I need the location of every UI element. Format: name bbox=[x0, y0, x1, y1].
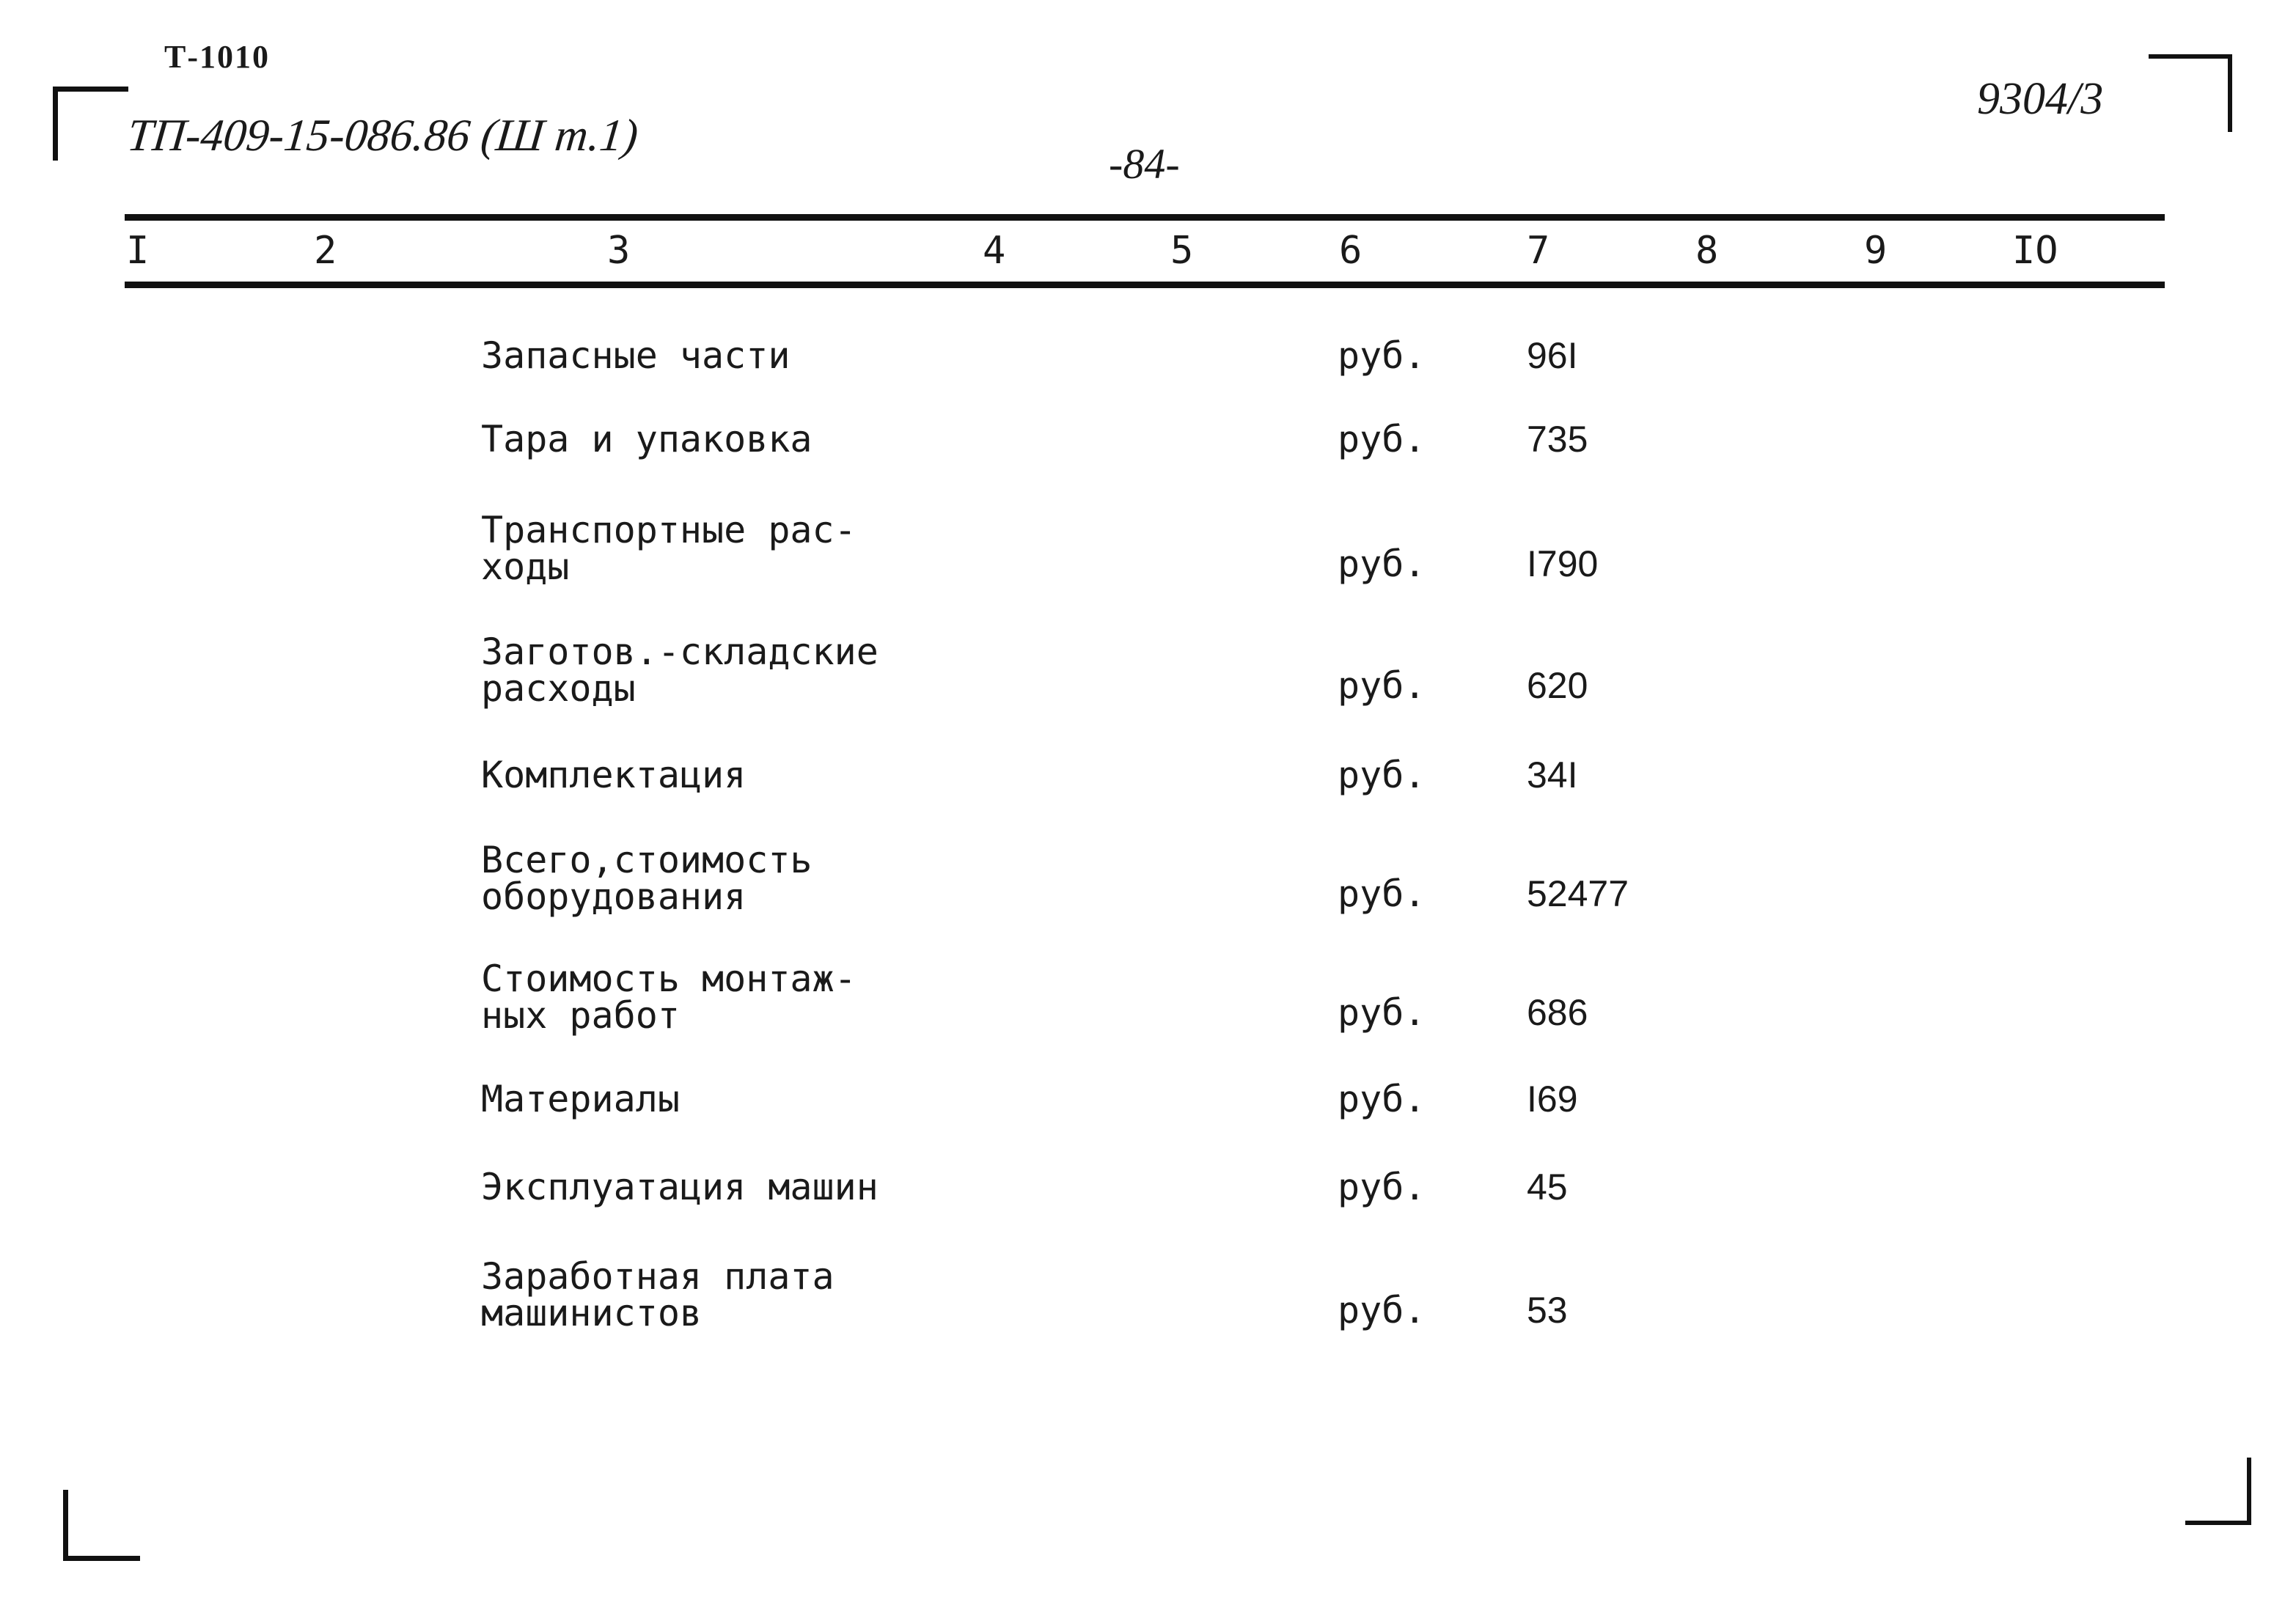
row-unit: руб. bbox=[1338, 1289, 1426, 1331]
corner-mark-top-left bbox=[53, 87, 128, 161]
document-code: Т-1010 bbox=[164, 39, 270, 75]
row-item: Заработная плата машинистов bbox=[481, 1255, 835, 1334]
row-unit: руб. bbox=[1338, 1166, 1426, 1208]
row-value: 34I bbox=[1527, 754, 1578, 796]
row-value: 735 bbox=[1527, 419, 1588, 460]
column-number-6: 6 bbox=[1339, 229, 1362, 273]
column-number-2: 2 bbox=[314, 229, 337, 273]
project-code: ТП-409-15-086.86 (Ш т.1) bbox=[125, 111, 641, 161]
row-value: I69 bbox=[1527, 1079, 1578, 1120]
corner-mark-bottom-right bbox=[2185, 1458, 2251, 1525]
row-item: Тара и упаковка bbox=[481, 418, 813, 460]
table-top-rule bbox=[125, 214, 2165, 221]
row-unit: руб. bbox=[1338, 872, 1426, 915]
row-item: Стоимость монтаж- ных работ bbox=[481, 958, 857, 1037]
column-number-1: I bbox=[126, 229, 150, 273]
row-value: 53 bbox=[1527, 1290, 1568, 1331]
row-unit: руб. bbox=[1338, 991, 1426, 1034]
corner-mark-bottom-left bbox=[63, 1490, 140, 1561]
row-value: 620 bbox=[1527, 665, 1588, 706]
column-number-5: 5 bbox=[1170, 229, 1194, 273]
row-item: Комплектация bbox=[481, 754, 747, 796]
row-item: Всего,стоимость оборудования bbox=[481, 839, 813, 918]
row-item: Материалы bbox=[481, 1078, 680, 1120]
row-item: Эксплуатация машин bbox=[481, 1166, 879, 1208]
row-item: Запасные части bbox=[481, 334, 791, 377]
column-number-9: 9 bbox=[1864, 229, 1888, 273]
row-item: Заготов.-складские расходы bbox=[481, 631, 879, 710]
row-value: I790 bbox=[1527, 543, 1599, 584]
sheet-number: -84- bbox=[1109, 140, 1180, 188]
row-unit: руб. bbox=[1338, 664, 1426, 707]
row-unit: руб. bbox=[1338, 334, 1426, 377]
row-item: Транспортные рас- ходы bbox=[481, 509, 857, 588]
column-number-3: 3 bbox=[607, 229, 631, 273]
inventory-number: 9304/3 bbox=[1977, 74, 2104, 124]
column-number-4: 4 bbox=[983, 229, 1006, 273]
row-value: 96I bbox=[1527, 335, 1578, 376]
row-value: 52477 bbox=[1527, 873, 1629, 914]
row-unit: руб. bbox=[1338, 754, 1426, 796]
table-header-rule bbox=[125, 282, 2165, 288]
row-unit: руб. bbox=[1338, 543, 1426, 585]
row-value: 686 bbox=[1527, 992, 1588, 1033]
row-value: 45 bbox=[1527, 1166, 1568, 1208]
corner-mark-top-right bbox=[2149, 54, 2232, 132]
row-unit: руб. bbox=[1338, 418, 1426, 460]
column-number-8: 8 bbox=[1695, 229, 1719, 273]
column-number-10: IO bbox=[2012, 229, 2058, 273]
column-number-7: 7 bbox=[1527, 229, 1550, 273]
row-unit: руб. bbox=[1338, 1078, 1426, 1120]
